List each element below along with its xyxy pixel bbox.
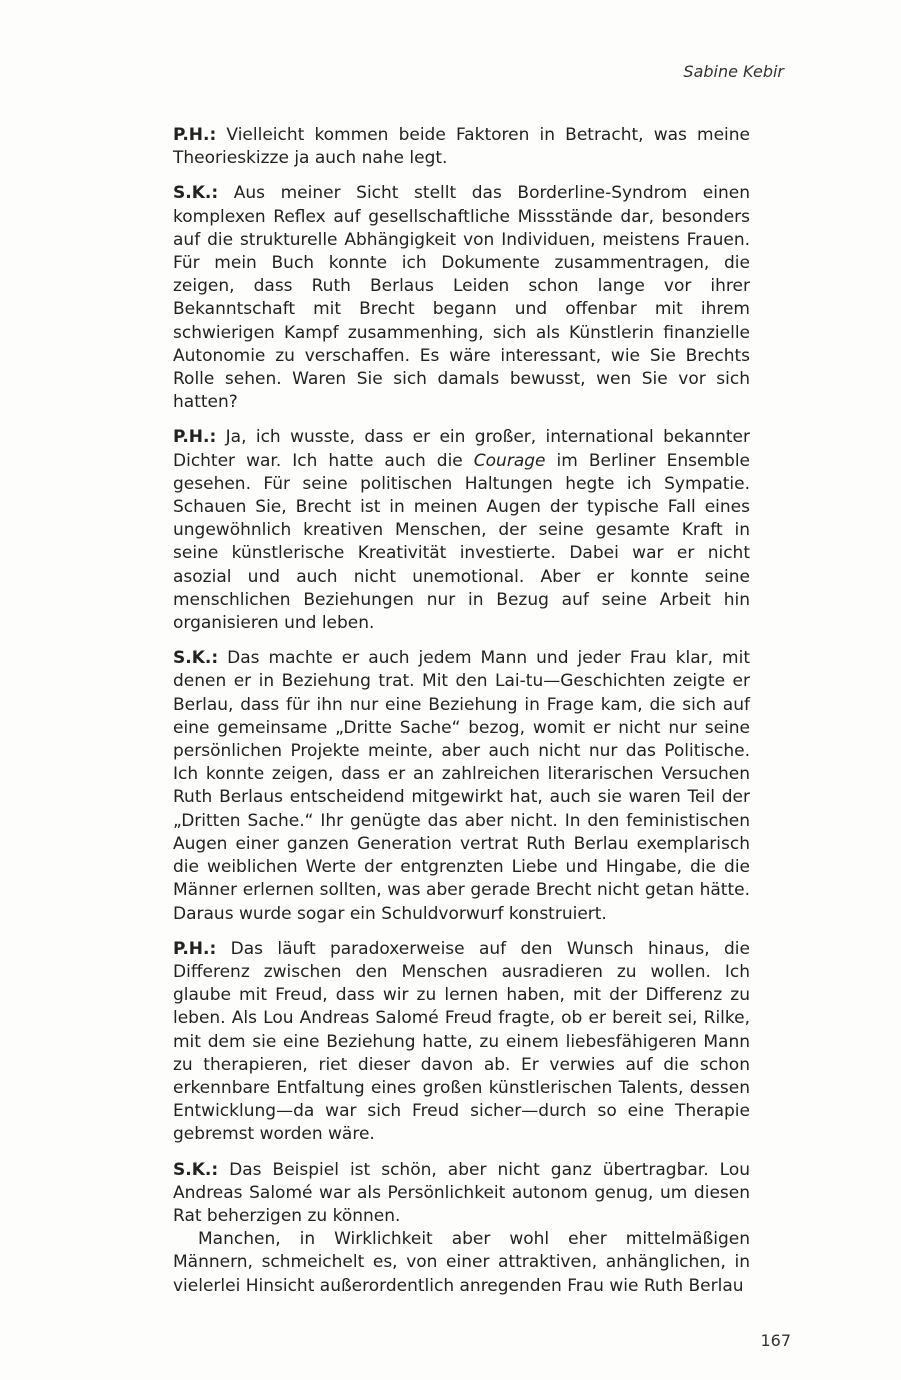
- speaker-label: S.K.:: [173, 648, 219, 669]
- paragraph-continuation: Manchen, in Wirklichkeit aber wohl eher mittelmäßigen Männern, schmeichelt es, von einer attraktiven, anhänglichen, in vielerlei Hinsicht außerordentlich anregenden Frau wie Ruth Berlau: [173, 1229, 750, 1296]
- speaker-label: P.H.:: [173, 125, 217, 145]
- paragraph-ph-1: [173, 124, 750, 170]
- paragraph-sk-3: [173, 1159, 750, 1229]
- speaker-label: P.H.:: [173, 938, 217, 959]
- page-number: 167: [760, 1331, 791, 1350]
- paragraph-ph-2: [173, 426, 750, 635]
- paragraph-text: Ja, ich wusste, dass er ein großer, international bekannter Dichter war. Ich hatte auch die: [173, 427, 750, 471]
- paragraph-text: im Berliner Ensemble gesehen. Für seine politischen Haltungen hegte ich Sympatie. Schauen Sie, Brecht ist in meinen Augen der typische Fall eines ungewöhnlich kreativen Menschen, der seine gesamte Kraft in seine künstlerische Kreativität investierte. Dabei war er nicht asozial und auch nicht unemotional. Aber er konnte seine menschlichen Beziehungen nur in Bezug auf seine Arbeit hin organisieren und leben.: [173, 450, 750, 634]
- italic-title-courage: Courage: [473, 450, 546, 471]
- paragraph-ph-3: [173, 938, 750, 1147]
- paragraph-text: Vielleicht kommen beide Faktoren in Betracht, was meine Theorieskizze ja auch nahe legt.: [173, 125, 750, 169]
- speaker-label: S.K.:: [173, 1159, 219, 1180]
- running-header-author: Sabine Kebir: [683, 62, 784, 81]
- paragraph-text: Das läuft paradoxerweise auf den Wunsch hinaus, die Differenz zwischen den Menschen ausradieren zu wollen. Ich glaube mit Freud, dass wir zu lernen haben, mit der Differenz zu leben. Als Lou Andreas Salomé Freud fragte, ob er bereit sei, Rilke, mit dem sie eine Beziehung hatte, zu einem liebesfähigeren Mann zu therapieren, riet dieser davon ab. Er verwies auf die schon erkennbare Entfaltung eines großen künstlerischen Talents, dessen Entwicklung—da war sich Freud sicher—durch so eine Therapie gebremst worden wäre.: [173, 938, 750, 1145]
- paragraph-sk-1: [173, 182, 750, 414]
- paragraph-text: Das machte er auch jedem Mann und jeder Frau klar, mit denen er in Beziehung trat. Mit den Lai-tu—Geschichten zeigte er Berlau, dass für ihn nur eine Beziehung in Frage kam, die sich auf eine gemeinsame „Dritte Sache“ bezog, womit er nicht nur seine persönlichen Projekte meinte, aber auch nicht nur das Politische. Ich konnte zeigen, dass er an zahlreichen literarischen Versuchen Ruth Berlaus entscheidend mitgewirkt hat, auch sie waren Teil der „Dritten Sache.“ Ihr genügte das aber nicht. In den feministischen Augen einer ganzen Generation vertrat Ruth Berlau exemplarisch die weiblichen Werte der entgrenzten Liebe und Hingabe, die die Männer erlernen sollten, was aber gerade Brecht nicht getan hätte. Daraus wurde sogar ein Schuldvorwurf konstruiert.: [173, 648, 750, 924]
- body-text: [173, 124, 750, 1298]
- paragraph-text: Das Beispiel ist schön, aber nicht ganz übertragbar. Lou Andreas Salomé war als Persönlichkeit autonom genug, um diesen Rat beherzigen zu können.: [173, 1159, 750, 1226]
- speaker-label: P.H.:: [173, 427, 217, 448]
- speaker-label: S.K.:: [173, 183, 219, 204]
- paragraph-sk-2: [173, 647, 750, 925]
- paragraph-text: Aus meiner Sicht stellt das Borderline-Syndrom einen komplexen Reflex auf gesellschaftliche Missstände dar, besonders auf die strukturelle Abhängigkeit von Individuen, meistens Frauen. Für mein Buch konnte ich Dokumente zusammentragen, die zeigen, dass Ruth Berlaus Leiden schon lange vor ihrer Bekanntschaft mit Brecht begann und offenbar mit ihrem schwierigen Kampf zusammenhing, sich als Künstlerin finanzielle Autonomie zu verschaffen. Es wäre interessant, wie Sie Brechts Rolle sehen. Waren Sie sich damals bewusst, wen Sie vor sich hatten?: [173, 183, 750, 413]
